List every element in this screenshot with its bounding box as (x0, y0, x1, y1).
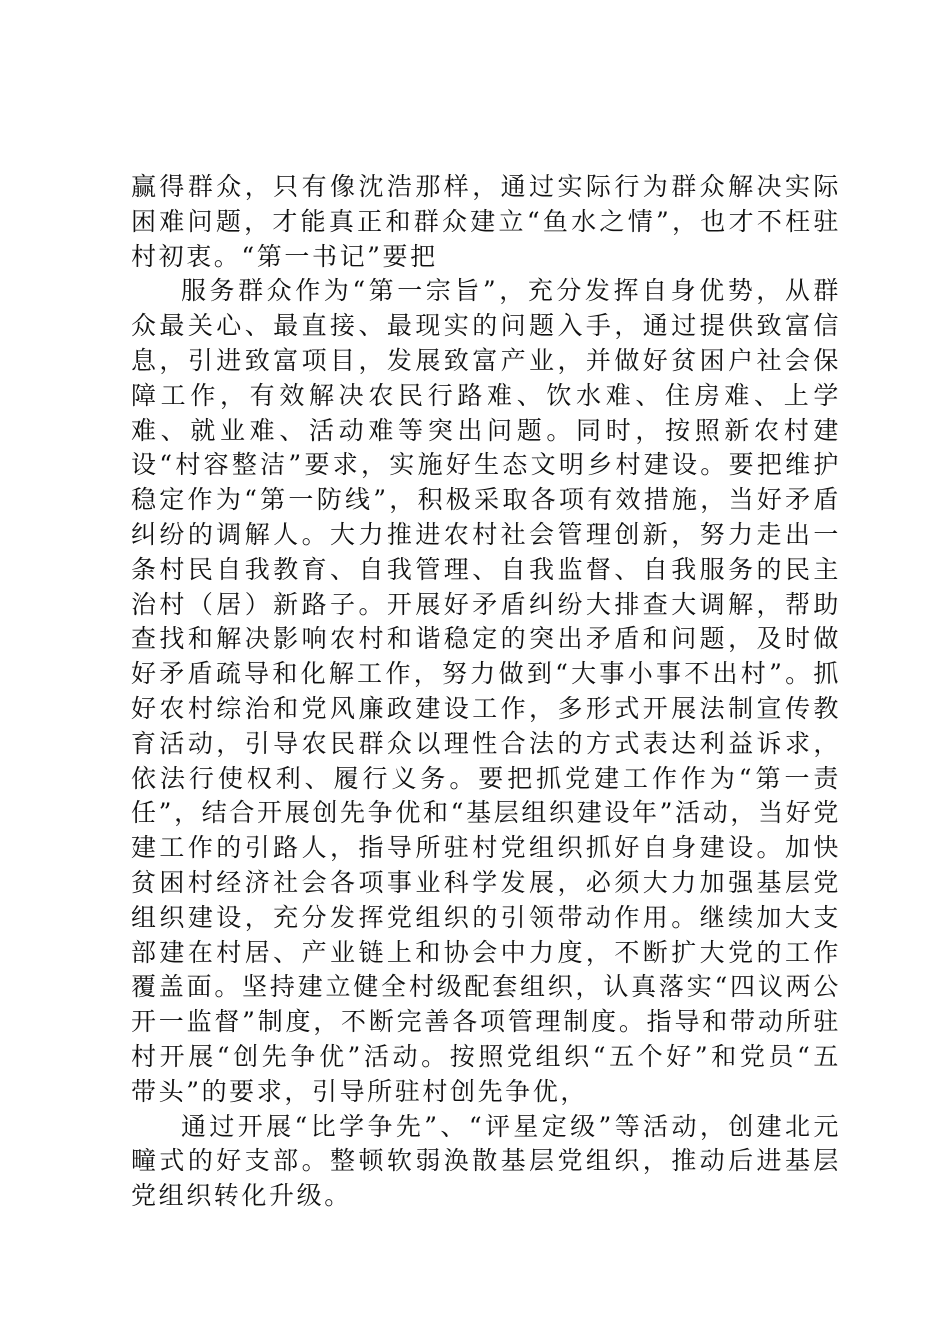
paragraph-3: 通过开展“比学争先”、“评星定级”等活动，创建北元疃式的好支部。整顿软弱涣散基层党组织，推动后进基层党组织转化升级。 (131, 1111, 841, 1211)
document-body (131, 170, 841, 1214)
paragraph-1: 赢得群众，只有像沈浩那样，通过实际行为群众解决实际困难问题，才能真正和群众建立“鱼水之情”，也才不枉驻村初衷。“第一书记”要把 (131, 172, 841, 271)
paragraph-2: 服务群众作为“第一宗旨”，充分发挥自身优势，从群众最关心、最直接、最现实的问题入手，通过提供致富信息，引进致富项目，发展致富产业，并做好贫困户社会保障工作，有效解决农民行路难、饮水难、住房难、上学难、就业难、活动难等突出问题。同时，按照新农村建设“村容整洁”要求，实施好生态文明乡村建设。要把维护稳定作为“第一防线”，积极采取各项有效措施，当好矛盾纠纷的调解人。大力推进农村社会管理创新，努力走出一条村民自我教育、自我管理、自我监督、自我服务的民主治村（居）新路子。开展好矛盾纠纷大排查大调解，帮助查找和解决影响农村和谐稳定的突出矛盾和问题，及时做好矛盾疏导和化解工作，努力做到“大事小事不出村”。抓好农村综治和党风廉政建设工作，多形式开展法制宣传教育活动，引导农民群众以理性合法的方式表达利益诉求，依法行使权利、履行义务。要把抓党建工作作为“第一责任”，结合开展创先争优和“基层组织建设年”活动，当好党建工作的引路人，指导所驻村党组织抓好自身建设。加快贫困村经济社会各项事业科学发展，必须大力加强基层党组织建设，充分发挥党组织的引领带动作用。继续加大支部建在村居、产业链上和协会中力度，不断扩大党的工作覆盖面。坚持建立健全村级配套组织，认真落实“四议两公开一监督”制度，不断完善各项管理制度。指导和带动所驻村开展“创先争优”活动。按照党组织“五个好”和党员“五带头”的要求，引导所驻村创先争优， (131, 276, 841, 1106)
